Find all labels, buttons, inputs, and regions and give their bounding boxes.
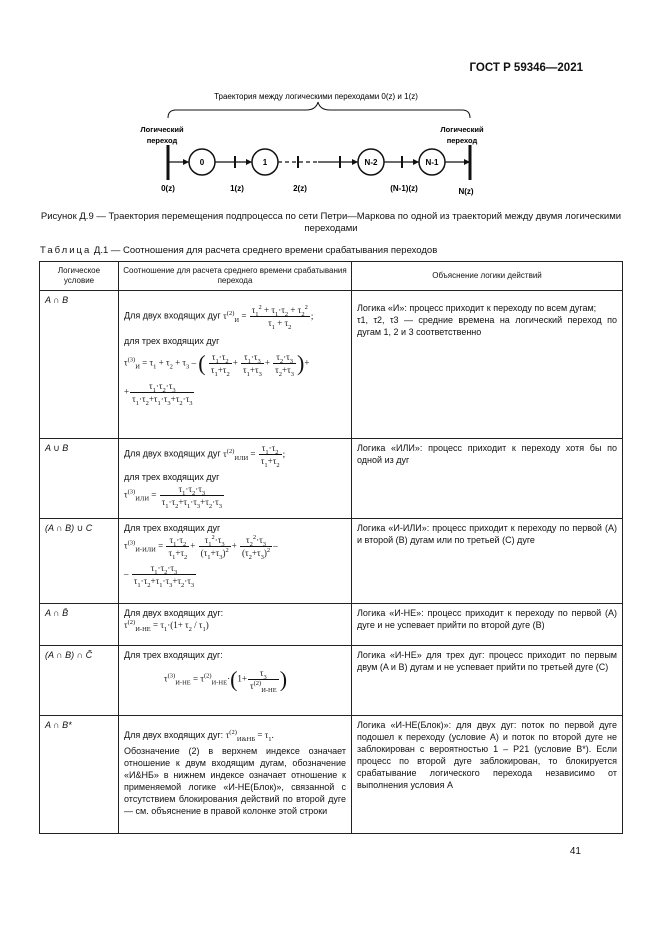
- brace-label: Траектория между логическими переходами 0(z) и 1(z): [214, 92, 418, 101]
- explanation-cell: Логика «И-НЕ»: процесс приходит к переходу по первой (A) дуге и не успевает прийти по второй дуге (B): [352, 604, 623, 646]
- relations-table: [39, 261, 623, 834]
- time-label-0: 0(z): [161, 184, 175, 193]
- time-label-n-1: (N-1)(z): [390, 184, 418, 193]
- page-number: 41: [569, 846, 581, 857]
- condition-cell: (A ∩ B) ∩ C̃: [40, 646, 119, 716]
- condition-cell: A ∩ B̄: [40, 604, 119, 646]
- relation-cell: Для трех входящих дуг: $\tau^{(3)}_{И-НЕ} = \tau^{(2)}_{И-НЕ}\cdot(1+$ $\tau_3$ $\tau^{(2)}_{И-НЕ}$ ): [119, 646, 352, 716]
- note-text: Обозначение (2) в верхнем индексе означает отношение к двум входящим дугам, обозначение «И&НБ» в нижнем индексе означает отношение к применяемой логике «И-НЕ(Блок)», связанной с отсутствием блокирования действий по второй дуге — см. объяснение в правой колонке этой строки: [124, 746, 346, 816]
- explanation-cell: Логика «И-НЕ(Блок)»: для двух дуг: поток по первой дуге подошел к переходу (условие A) и поток по второй дуге не заблокирован с вероятностью 1 – P21 (условие B*). Если процесс по второй дуге заблокирован, то блокируется срабатывание логического перехода независимо от выполнения условия A: [352, 716, 623, 834]
- place-1: 1: [262, 158, 268, 167]
- left-transition-label-2: переход: [146, 136, 178, 145]
- relation-cell: Для трех входящих дуг $\tau^{(3)}_{И-ИЛИ}$ = $\frac{\tau_1\cdot\tau_2}{\tau_1+\tau_2}$ + $\frac{\tau_1^2\cdot\tau_3}{(\tau_1+\tau_3)^2}$ + $\frac{\tau_2^2\cdot\tau_3}{(\tau_2+\tau_3)^2}$ – – $\frac{\tau_1\cdot\tau_2\cdot\tau_3}{\tau_1\cdot\tau_2+\tau_1\cdot\tau_3+\tau_2\cdot\tau_3}$: [119, 519, 352, 604]
- condition-cell: A ∩ B: [40, 291, 119, 439]
- table-caption: [40, 245, 437, 256]
- place-0: 0: [199, 158, 205, 167]
- relation-cell: Для двух входящих дуг: $\tau^{(2)}_{И\&НБ} = \tau_1$. Обозначение (2) в верхнем индексе означает отношение к двум входящим дугам, обозначение «И&НБ» в нижнем индексе означает отношение к применяемой логике «И-НЕ(Блок)», связанной с отсутствием блокирования действий по второй дуге — см. объяснение в правой колонке этой строки: [119, 716, 352, 834]
- table-row: [40, 439, 623, 519]
- table-row: [40, 604, 623, 646]
- three-arcs-label: для трех входящих дуг: [124, 336, 220, 346]
- time-label-n: N(z): [458, 187, 474, 196]
- place-n-1: N-1: [425, 158, 439, 167]
- two-arcs-label: Для двух входящих дуг: [124, 310, 221, 321]
- table-row: [40, 646, 623, 716]
- condition-cell: A ∪ B: [40, 439, 119, 519]
- right-transition-label-2: переход: [446, 136, 478, 145]
- explanation-cell: Логика «И»: процесс приходит к переходу по всем дугам; τ1, τ2, τ3 — средние времена на логический переход по дугам 1, 2 и 3 соответственно: [352, 291, 623, 439]
- figure-caption: Рисунок Д.9 — Траектория перемещения подпроцесса по сети Петри—Маркова по одной из траекторий между двумя логическими переходами: [40, 211, 622, 234]
- table-row: [40, 291, 623, 439]
- place-n-2: N-2: [364, 158, 378, 167]
- relation-cell: Для двух входящих дуг: $\tau^{(2)}_{И-НЕ} = \tau_1\cdot(1+ \tau_2 / \tau_1)$: [119, 604, 352, 646]
- table-row: [40, 716, 623, 834]
- header-relation: Соотношение для расчета среднего времени срабатывания перехода: [119, 262, 352, 291]
- relation-cell: Для двух входящих дуг $\tau^{(2)}_{ИЛИ}$ = $\frac{\tau_1\cdot\tau_2}{\tau_1+\tau_2}$ ; для трех входящих дуг $\tau^{(3)}_{ИЛИ}$ = $\frac{\tau_1\cdot\tau_2\cdot\tau_3}{\tau_1\cdot\tau_2+\tau_1\cdot\tau_3+\tau_2\cdot\tau_3}$: [119, 439, 352, 519]
- right-transition-label-1: Логический: [440, 125, 484, 134]
- table-caption-word: Таблица: [40, 245, 92, 256]
- header-condition: Логическое условие: [40, 262, 119, 291]
- time-label-1: 1(z): [230, 184, 244, 193]
- header-explanation: Объяснение логики действий: [352, 262, 623, 291]
- table-caption-text: Д.1 — Соотношения для расчета среднего времени срабатывания переходов: [93, 245, 438, 256]
- left-transition-label-1: Логический: [140, 125, 184, 134]
- explanation-cell: Логика «ИЛИ»: процесс приходит к переходу хотя бы по одной из дуг: [352, 439, 623, 519]
- petri-trajectory-diagram: [0, 0, 661, 210]
- brace: [168, 102, 470, 118]
- explanation-cell: Логика «И-НЕ» для трех дуг: процесс приходит по первым двум (A и B) дугам и не успевает прийти по третьей дуге (C): [352, 646, 623, 716]
- condition-cell: A ∩ B*: [40, 716, 119, 834]
- explanation-cell: Логика «И-ИЛИ»: процесс приходит к переходу по первой (A) и второй (B) дугам или по третьей (C) дуге: [352, 519, 623, 604]
- table-row: [40, 519, 623, 604]
- standard-header: ГОСТ Р 59346—2021: [469, 62, 583, 74]
- relation-cell: Для двух входящих дуг $\tau^{(2)}_И$ = $\frac{\tau_1^2 + \tau_1\cdot\tau_2 + \tau_2^2}{\tau_1 + \tau_2}$ ; для трех входящих дуг $\tau^{(3)}_И = \tau_1 + \tau_2 + \tau_3$ – ( $\frac{\tau_1\cdot\tau_2}{\tau_1+\tau_2}$ + $\frac{\tau_1\cdot\tau_3}{\tau_1+\tau_3}$ + $\frac{\tau_2\cdot\tau_3}{\tau_2+\tau_3}$ )+ + $\frac{\tau_1\cdot\tau_2\cdot\tau_3}{\tau_1\cdot\tau_2+\tau_1\cdot\tau_3+\tau_2\cdot\tau_3}$: [119, 291, 352, 439]
- table-header-row: [40, 262, 623, 291]
- condition-cell: (A ∩ B) ∪ C: [40, 519, 119, 604]
- time-label-2: 2(z): [293, 184, 307, 193]
